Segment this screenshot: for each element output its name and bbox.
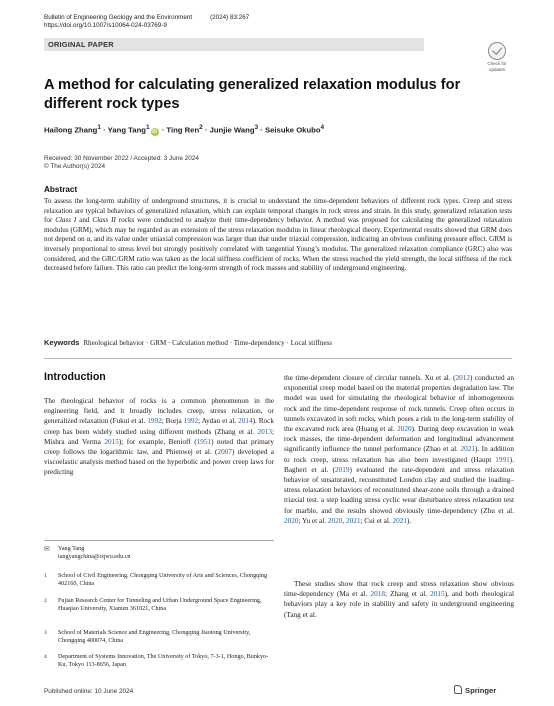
citation-link[interactable]: 2020 bbox=[397, 425, 412, 434]
body-text: ) developed a viscoelastic analysis method based on the hyperbolic and power creep laws for predicting bbox=[44, 448, 274, 477]
abstract-segment: To assess the long-term stability of underground structures, it is crucial to understand the time-dependent behaviors of different rock types. Creep and stress relaxation are typical behaviors of generalized relaxation, which can explain temporal changes in rock stress and strain. In this study, generalized relaxation tests for bbox=[44, 197, 512, 225]
affiliation-1 bbox=[44, 573, 274, 589]
body-text: ; Yu et al. bbox=[298, 516, 328, 525]
body-text: ); for example, Benioff ( bbox=[118, 437, 197, 446]
author-name[interactable]: Seisuke Okubo bbox=[265, 125, 321, 135]
copyright: © The Author(s) 2024 bbox=[44, 163, 106, 170]
affiliation-number: 2 bbox=[44, 598, 47, 604]
intro-left-column bbox=[44, 396, 274, 478]
intro-right-paragraph-2 bbox=[284, 579, 514, 620]
citation-link[interactable]: 2019 bbox=[335, 465, 350, 474]
article-dates bbox=[44, 155, 199, 171]
citation-link[interactable]: 2013 bbox=[257, 427, 272, 436]
author-name[interactable]: Hailong Zhang bbox=[44, 125, 98, 135]
author-name[interactable]: Ting Ren bbox=[166, 125, 200, 135]
affiliation-marker: 1 bbox=[145, 124, 150, 131]
corr-email[interactable]: tangyangchina@cqwu.edu.cn bbox=[58, 553, 131, 560]
body-text: ) evaluated the rate-dependent and stress relaxation behavior of unsaturated, reconstituted London clay and studied the loading–stress relaxation behaviors of reconstituted shear-zone soils through a drained triaxial test. a step loading stress cyclic wear disturbance stress relaxation test for marble, and the results showed obviously time-dependency (Zhu et al. bbox=[284, 465, 514, 515]
orcid-icon[interactable]: iD bbox=[152, 128, 158, 135]
badge-line2: updates bbox=[488, 67, 505, 72]
body-text: ), and both rheological behaviors play a key role in stability and safety in underground engineering (Tang et al. bbox=[284, 590, 514, 619]
check-updates-icon bbox=[488, 42, 506, 60]
check-for-updates-badge[interactable] bbox=[484, 42, 510, 72]
abstract-emphasis: Class II bbox=[92, 216, 116, 225]
abstract-segment: and bbox=[76, 216, 93, 225]
paper-title: A method for calculating generalized relaxation modulus for different rock types bbox=[44, 77, 461, 112]
article-type-band bbox=[44, 38, 424, 51]
introduction-heading: Introduction bbox=[44, 371, 106, 383]
keywords bbox=[44, 338, 512, 347]
citation-link[interactable]: 2020 bbox=[327, 516, 343, 525]
citation-link[interactable]: 2015 bbox=[430, 590, 445, 599]
keywords-label: Keywords bbox=[44, 338, 80, 347]
affiliation-marker: 4 bbox=[320, 124, 325, 131]
keywords-text: Rheological behavior · GRM · Calculation method · Time-dependency · Local stiffness bbox=[83, 339, 333, 347]
article-type-label: ORIGINAL PAPER bbox=[48, 40, 114, 49]
abstract-emphasis: Class I bbox=[55, 216, 77, 225]
citation-link[interactable]: 2021 bbox=[460, 445, 475, 454]
body-text: ). bbox=[407, 516, 412, 525]
doi-link[interactable]: https://doi.org/10.1007/s10064-024-03769-9 bbox=[44, 22, 167, 29]
publisher-logo[interactable] bbox=[454, 685, 496, 695]
body-text: ). During deep excavation in weak rock masses, the time-dependent deformation and longitudinal advancement significantly influence the tunnel performance (Zhao et al. bbox=[284, 425, 514, 454]
abstract-segment: rocks were conducted to analyze their time-dependency behavior. A method was proposed for calculating the generalized relaxation modulus (GRM), which may be regarded as an extension of the stress relaxation modulus in linear rheological theory. Experimental results showed that GRM does not depend on α, and its value under uniaxial compression was larger than that under triaxial compression, indicating an obvious confining pressure effect. GRM is inversely proportional to stress level but strongly positively correlated with tangential Young’s modulus. The generalized relaxation compliance (GRC) also was considered, and the GRC/GRM ratio was taken as the local stiffness coefficient of rocks. When the stress reached the yield strength, the local stiffness of the rock decreased before failure. This ratio can predict the long-term strength of rock masses and stability of underground engineering. bbox=[44, 216, 512, 273]
mail-icon: ✉ bbox=[44, 545, 50, 553]
citation-link[interactable]: 2021 bbox=[345, 516, 361, 525]
journal-name: Bulletin of Engineering Geology and the Environment bbox=[44, 14, 193, 21]
affiliation-3 bbox=[44, 630, 274, 646]
body-text: the time-dependent closure of circular tunnels. Xu et al. ( bbox=[284, 374, 456, 382]
body-text: The rheological behavior of rocks is a common phenomenon in the engineering field, and it broadly includes creep, stress relaxation, or generalized relaxation (Fukui et al. bbox=[44, 397, 274, 426]
body-text: ; Cui et al. bbox=[360, 516, 393, 525]
citation-link[interactable]: 1951 bbox=[196, 437, 212, 446]
affiliation-marker: 3 bbox=[254, 124, 259, 131]
citation-link[interactable]: 2007 bbox=[217, 448, 232, 457]
affiliation-marker: 1 bbox=[97, 124, 101, 131]
affiliation-text: Department of Systems Innovation, The University of Tokyo, 7-3-1, Hongo, Bunkyo-Ku, Tokyo 113-8656, Japan bbox=[58, 654, 269, 668]
body-text: ) conducted an exponential creep model based on the material properties degradation law. The model was used for simulating the rheological behavior of inhomogeneous rock and the time-dependent response of rock tunnels. Creep often occurs in tunnels excavated in soft rocks, which poses a risk to the long-term stability of the excavated rock area (Huang et al. bbox=[284, 374, 514, 434]
citation-link[interactable]: 2018 bbox=[370, 590, 386, 599]
body-text: ; Aydan et al. bbox=[198, 417, 239, 426]
corresponding-author bbox=[44, 546, 274, 562]
citation-link[interactable]: 2021 bbox=[392, 516, 407, 525]
journal-line bbox=[44, 14, 249, 22]
affiliation-2 bbox=[44, 598, 274, 614]
springer-horse-icon bbox=[454, 685, 462, 694]
affiliation-number: 3 bbox=[44, 630, 47, 636]
journal-citation: (2024) 83:267 bbox=[210, 14, 250, 21]
section-divider bbox=[44, 358, 512, 359]
footnote-divider bbox=[44, 540, 274, 541]
body-text: , bbox=[342, 516, 346, 525]
affiliation-number: 4 bbox=[44, 654, 47, 660]
affiliation-text: School of Materials Science and Engineering, Chongqing Jiaotong University, Chongqing 400074, China bbox=[58, 630, 251, 644]
published-online: Published online: 10 June 2024 bbox=[44, 688, 134, 695]
citation-link[interactable]: 1991 bbox=[495, 455, 510, 464]
citation-link[interactable]: 2014 bbox=[238, 417, 253, 426]
citation-link[interactable]: 2020 bbox=[284, 516, 299, 525]
citation-link[interactable]: 2012 bbox=[455, 374, 471, 382]
intro-right-column bbox=[284, 373, 514, 526]
publisher-name: Springer bbox=[465, 686, 497, 695]
journal-header bbox=[44, 14, 249, 30]
body-text: ; Mishra and Verma bbox=[44, 427, 274, 446]
body-text: ) noted that primary creep follows the logarithmic law, and Phienwej et al. ( bbox=[44, 437, 274, 457]
received-accepted: Received: 30 November 2022 / Accepted: 3 June 2024 bbox=[44, 155, 199, 162]
body-text: ). In addition to rock creep, stress relaxation has also been investigated (Haupt bbox=[284, 445, 514, 464]
author-list: Hailong Zhang$^1$ · Yang Tang$^1$iD · Ting Ren$^2$ · Junjie Wang$^3$ · Seisuke Okubo$^4$ bbox=[44, 124, 325, 135]
abstract-text bbox=[44, 197, 512, 274]
affiliation-number: 1 bbox=[44, 573, 47, 579]
corr-name: Yang Tang bbox=[58, 546, 85, 552]
body-text: ; Borja bbox=[161, 417, 184, 426]
abstract-heading: Abstract bbox=[44, 185, 78, 194]
affiliation-text: Fujian Research Center for Tunneling and Urban Underground Space Engineering, Huaqiao University, Xiamen 361021, China bbox=[58, 598, 262, 612]
author-name[interactable]: Yang Tang bbox=[107, 125, 146, 135]
author-name[interactable]: Junjie Wang bbox=[209, 125, 255, 135]
body-text: ; Zhang et al. bbox=[385, 590, 431, 599]
citation-link[interactable]: 1992 bbox=[147, 417, 162, 426]
affiliation-marker: 2 bbox=[199, 124, 203, 131]
citation-link[interactable]: 1992 bbox=[183, 417, 199, 426]
affiliation-text: School of Civil Engineering, Chongqing University of Arts and Sciences, Chongqing 402160, China bbox=[58, 573, 268, 587]
badge-line1: Check for bbox=[487, 61, 507, 66]
body-text: These studies show that rock creep and stress relaxation show obvious time-dependency (Ma et al. bbox=[284, 580, 514, 599]
citation-link[interactable]: 2015 bbox=[104, 437, 119, 446]
body-text: ). Rock creep has been widely studied using different methods (Zhang et al. bbox=[44, 417, 275, 436]
body-text: ). Bagheri et al. ( bbox=[284, 455, 514, 474]
affiliation-4 bbox=[44, 654, 274, 670]
